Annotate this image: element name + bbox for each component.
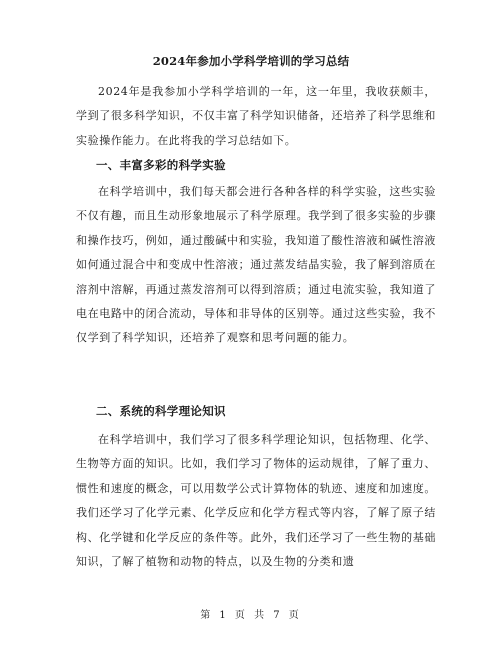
section-heading-2: 二、系统的科学理论知识 [96, 404, 226, 418]
section-body-2: 在科学培训中，我们学习了很多科学理论知识，包括物理、化学、生物等方面的知识。比如，我们学习了物体的运动规律，了解了重力、惯性和速度的概念，可以用数学公式计算物体的轨迹、速度和加速度。我们还学习了化学元素、化学反应和化学方程式等内容，了解了原子结构、化学键和化学反应的条件等。此外，我们还学习了一些生物的基础知识，了解了植物和动物的特点，以及生物的分类和遗 [76, 433, 436, 569]
document-title: 2024年参加小学科学培训的学习总结 [152, 54, 350, 68]
intro-paragraph: 2024年是我参加小学科学培训的一年，这一年里，我收获颇丰，学到了很多科学知识，不仅丰富了科学知识储备，还培养了科学思维和实验操作能力。在此将我的学习总结如下。 [76, 85, 436, 147]
page-number-footer: 第 1 页 共 7 页 [200, 610, 302, 621]
section-heading-1: 一、丰富多彩的科学实验 [96, 158, 226, 172]
section-body-1: 在科学培训中，我们每天都会进行各种各样的科学实验，这些实验不仅有趣，而且生动形象地展示了科学原理。我学到了很多实验的步骤和操作技巧，例如，通过酸碱中和实验，我知道了酸性溶液和碱性溶液如何通过混合中和变成中性溶液；通过蒸发结晶实验，我了解到溶质在溶剂中溶解，再通过蒸发溶剂可以得到溶质；通过电流实验，我知道了电在电路中的闭合流动，导体和非导体的区别等。通过这些实验，我不仅学到了科学知识，还培养了观察和思考问题的能力。 [76, 185, 436, 345]
